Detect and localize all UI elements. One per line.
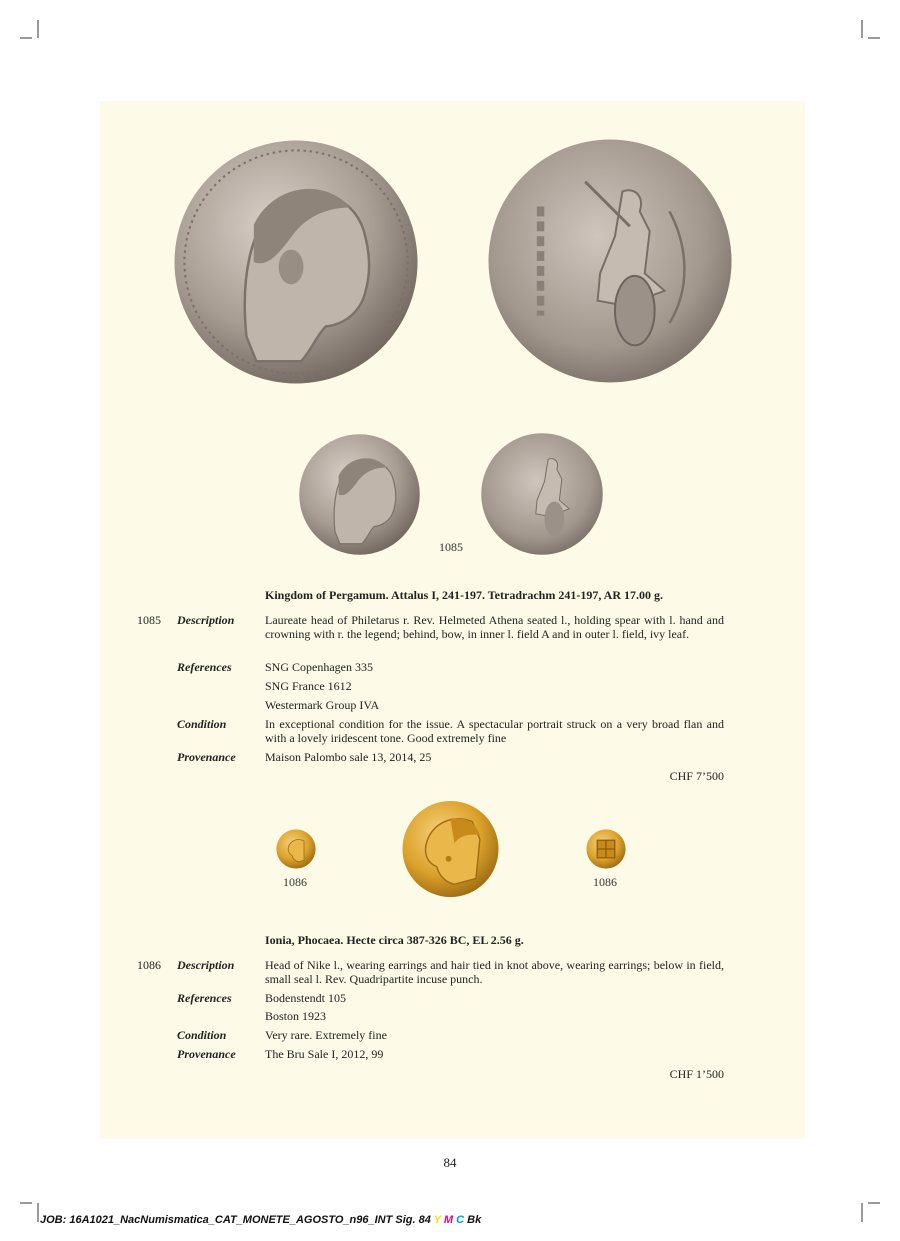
color-mark-black: Bk (467, 1214, 482, 1226)
lot-title-1086: Ionia, Phocaea. Hecte circa 387-326 BC, EL 2.56 g. (265, 933, 524, 947)
page-number: 84 (443, 1155, 457, 1170)
description-label: Description (177, 613, 235, 627)
lot-title-1085: Kingdom of Pergamum. Attalus I, 241-197. Tetradrachm 241-197, AR 17.00 g. (265, 588, 663, 602)
description-label: Description (177, 958, 235, 972)
coin-1085-obverse-large (170, 138, 422, 386)
nike-head-icon (274, 829, 318, 869)
coin-1085-obverse-small (297, 433, 422, 556)
coin-1085-reverse-small (480, 432, 604, 556)
coin-1085-reverse-large (486, 137, 734, 385)
condition-label: Condition (177, 1028, 227, 1042)
image-caption-1086-right: 1086 (593, 875, 617, 889)
print-job-footer (40, 1214, 481, 1226)
description-text: Head of Nike l., wearing earrings and hair tied in knot above, wearing earrings; below in field, small seal l. Rev. Quadripartite incuse punch. (265, 958, 724, 986)
price-1086: CHF 1’500 (669, 1067, 724, 1081)
provenance-label: Provenance (177, 1047, 236, 1061)
job-text: JOB: 16A1021_NacNumismatica_CAT_MONETE_AGOSTO_n96_INT Sig. 84 (40, 1214, 431, 1226)
provenance-text: Maison Palombo sale 13, 2014, 25 (265, 750, 432, 764)
description-text: Laureate head of Philetarus r. Rev. Helmeted Athena seated l., holding spear with l. hand and crowning with r. the legend; behind, bow, in inner l. field A and in outer l. field, ivy leaf. (265, 613, 724, 641)
condition-text: In exceptional condition for the issue. A spectacular portrait struck on a very broad flan and with a lovely iridescent tone. Good extremely fine (265, 717, 724, 745)
color-mark-magenta: M (443, 1214, 454, 1226)
coin-1086-obverse-small (274, 829, 318, 869)
reference-item: SNG Copenhagen 335 (265, 660, 373, 674)
image-caption-1086-left: 1086 (283, 875, 307, 889)
references-label: References (177, 660, 232, 674)
provenance-label: Provenance (177, 750, 236, 764)
coin-1086-reverse-small (584, 829, 628, 869)
color-mark-cyan: C (456, 1214, 465, 1226)
condition-text: Very rare. Extremely fine (265, 1028, 387, 1042)
seated-athena-icon (486, 137, 734, 385)
reference-item: Bodenstendt 105 (265, 991, 346, 1005)
references-label: References (177, 991, 232, 1005)
reference-item: SNG France 1612 (265, 679, 352, 693)
color-mark-yellow: Y (433, 1214, 441, 1226)
provenance-text: The Bru Sale I, 2012, 99 (265, 1047, 384, 1061)
portrait-head-icon (297, 433, 422, 556)
image-caption-1085: 1085 (439, 540, 463, 554)
incuse-punch-icon (584, 829, 628, 869)
portrait-head-icon (170, 138, 422, 386)
reference-item: Boston 1923 (265, 1009, 327, 1023)
seated-athena-icon (480, 432, 604, 556)
lot-number-1085: 1085 (137, 613, 161, 627)
reference-item: Westermark Group IVA (265, 698, 380, 712)
condition-label: Condition (177, 717, 227, 731)
price-1085: CHF 7’500 (669, 769, 724, 783)
lot-number-1086: 1086 (137, 958, 161, 972)
nike-head-icon (396, 800, 505, 898)
coin-1086-obverse-large (396, 800, 505, 898)
